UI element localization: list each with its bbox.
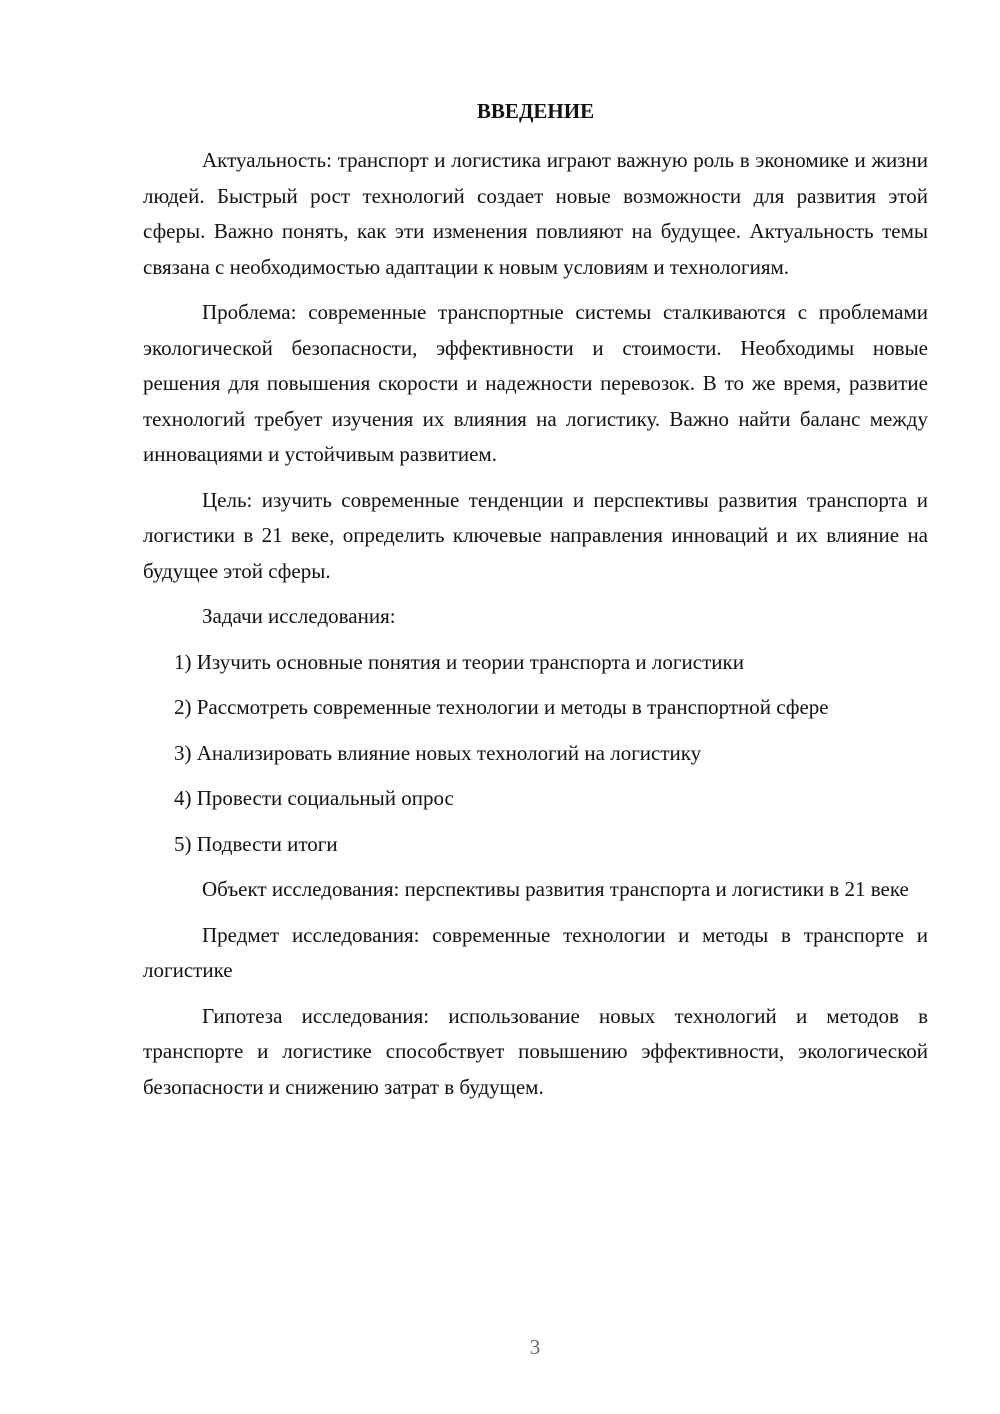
hypothesis-paragraph: Гипотеза исследования: использование новых технологий и методов в транспорте и логистике способствует повышению эффективности, экологической безопасности и снижению затрат в будущем. (143, 1003, 928, 1099)
research-object-paragraph: Объект исследования: перспективы развития транспорта и логистики в 21 веке (202, 877, 909, 901)
tasks-heading: Задачи исследования: (202, 604, 396, 628)
task-item-1: 1) Изучить основные понятия и теории транспорта и логистики (174, 649, 744, 674)
relevance-paragraph: Актуальность: транспорт и логистика играют важную роль в экономике и жизни людей. Быстрый рост технологий создает новые возможности для развития этой сферы. Важно понять, как эти изменения повлияют на будущее. Актуальность темы связана с необходимостью адаптации к новым условиям и технологиям. (143, 148, 928, 279)
task-item-4: 4) Провести социальный опрос (174, 786, 454, 810)
research-subject-paragraph: Предмет исследования: современные технологии и методы в транспорте и логистике (143, 922, 928, 982)
task-item-2: 2) Рассмотреть современные технологии и методы в транспортной сфере (174, 695, 829, 719)
task-item-5: 5) Подвести итоги (174, 831, 338, 856)
page-number: 3 (529, 1335, 541, 1359)
task-item-3: 3) Анализировать влияние новых технологий на логистику (174, 740, 702, 765)
section-title: ВВЕДЕНИЕ (476, 99, 595, 123)
goal-paragraph: Цель: изучить современные тенденции и перспективы развития транспорта и логистики в 21 веке, определить ключевые направления инноваций и их влияние на будущее этой сферы. (143, 487, 928, 583)
document-body (143, 143, 928, 1115)
problem-paragraph: Проблема: современные транспортные системы сталкиваются с проблемами экологической безопасности, эффективности и стоимости. Необходимы новые решения для повышения скорости и надежности перевозок. В то же время, развитие технологий требует изучения их влияния на логистику. Важно найти баланс между инновациями и устойчивым развитием. (143, 300, 928, 466)
